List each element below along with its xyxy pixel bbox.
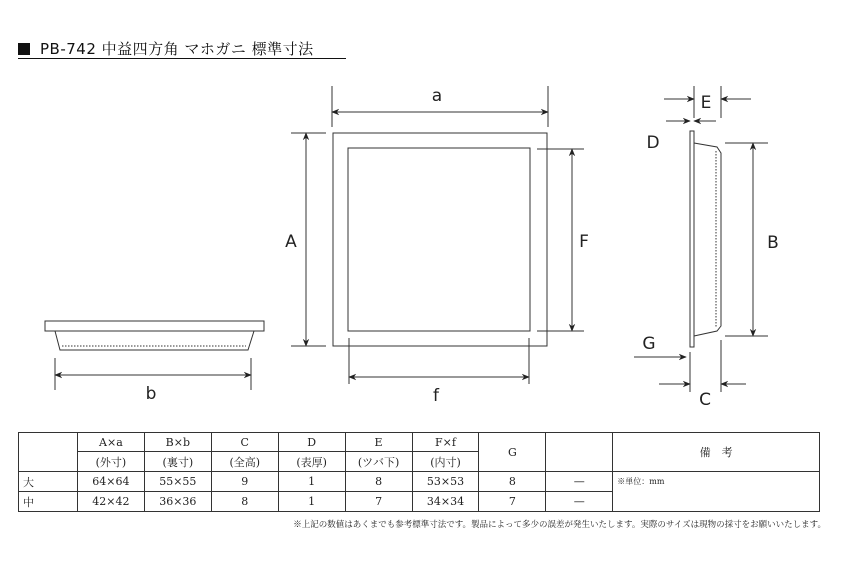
label-A: A xyxy=(285,232,297,252)
header-E-sub: (ツバ下) xyxy=(345,452,412,472)
header-C-sub: (全高) xyxy=(211,452,278,472)
label-D: D xyxy=(646,133,660,153)
side-profile-view xyxy=(45,321,264,390)
label-E: E xyxy=(700,93,712,113)
cell-A: 42×42 xyxy=(77,492,144,512)
cell-C: 9 xyxy=(211,472,278,492)
cell-extra: — xyxy=(546,472,613,492)
cell-D: 1 xyxy=(278,492,345,512)
cell-G: 7 xyxy=(479,492,546,512)
header-A-top: A×a xyxy=(77,433,144,452)
header-F-sub: (内寸) xyxy=(412,452,479,472)
header-A-sub: (外寸) xyxy=(77,452,144,472)
header-E-top: E xyxy=(345,433,412,452)
table-row xyxy=(19,472,820,492)
unit-note: ※単位：mm xyxy=(613,472,820,512)
label-F: F xyxy=(579,232,589,252)
profile-body xyxy=(55,331,254,350)
label-G: G xyxy=(642,334,656,354)
label-B: B xyxy=(767,233,779,253)
cell-F: 53×53 xyxy=(412,472,479,492)
header-row-top xyxy=(19,433,820,452)
section-body xyxy=(694,143,721,336)
row-size: 大 xyxy=(19,472,78,492)
cell-D: 1 xyxy=(278,472,345,492)
footnote: ※上記の数値はあくまでも参考標準寸法です。製品によって多少の誤差が発生いたします。実際のサイズは現物の採寸をお願いいたします。 xyxy=(293,520,826,530)
header-B-sub: (裏寸) xyxy=(144,452,211,472)
cell-B: 55×55 xyxy=(144,472,211,492)
cell-E: 8 xyxy=(345,472,412,492)
label-f: f xyxy=(433,386,439,406)
header-extra xyxy=(546,433,613,472)
header-D-top: D xyxy=(278,433,345,452)
label-C: C xyxy=(699,390,711,410)
header-cell-blank xyxy=(19,433,78,472)
header-F-top: F×f xyxy=(412,433,479,452)
header-D-sub: (表厚) xyxy=(278,452,345,472)
outer-square xyxy=(333,133,547,346)
profile-flange xyxy=(45,321,264,331)
section-flange xyxy=(690,131,694,347)
front-view xyxy=(291,86,584,384)
cell-B: 36×36 xyxy=(144,492,211,512)
header-C-top: C xyxy=(211,433,278,452)
row-size: 中 xyxy=(19,492,78,512)
inner-square xyxy=(348,148,530,331)
label-b: b xyxy=(145,384,157,404)
title-text: PB-742 中益四方角 マホガニ 標準寸法 xyxy=(40,40,314,58)
cell-C: 8 xyxy=(211,492,278,512)
header-remarks: 備 考 xyxy=(613,433,820,472)
label-a: a xyxy=(431,86,443,106)
cell-A: 64×64 xyxy=(77,472,144,492)
cell-E: 7 xyxy=(345,492,412,512)
spec-table xyxy=(18,432,820,512)
header-G: G xyxy=(479,433,546,472)
cell-G: 8 xyxy=(479,472,546,492)
header-B-top: B×b xyxy=(144,433,211,452)
cell-F: 34×34 xyxy=(412,492,479,512)
cell-extra: — xyxy=(546,492,613,512)
